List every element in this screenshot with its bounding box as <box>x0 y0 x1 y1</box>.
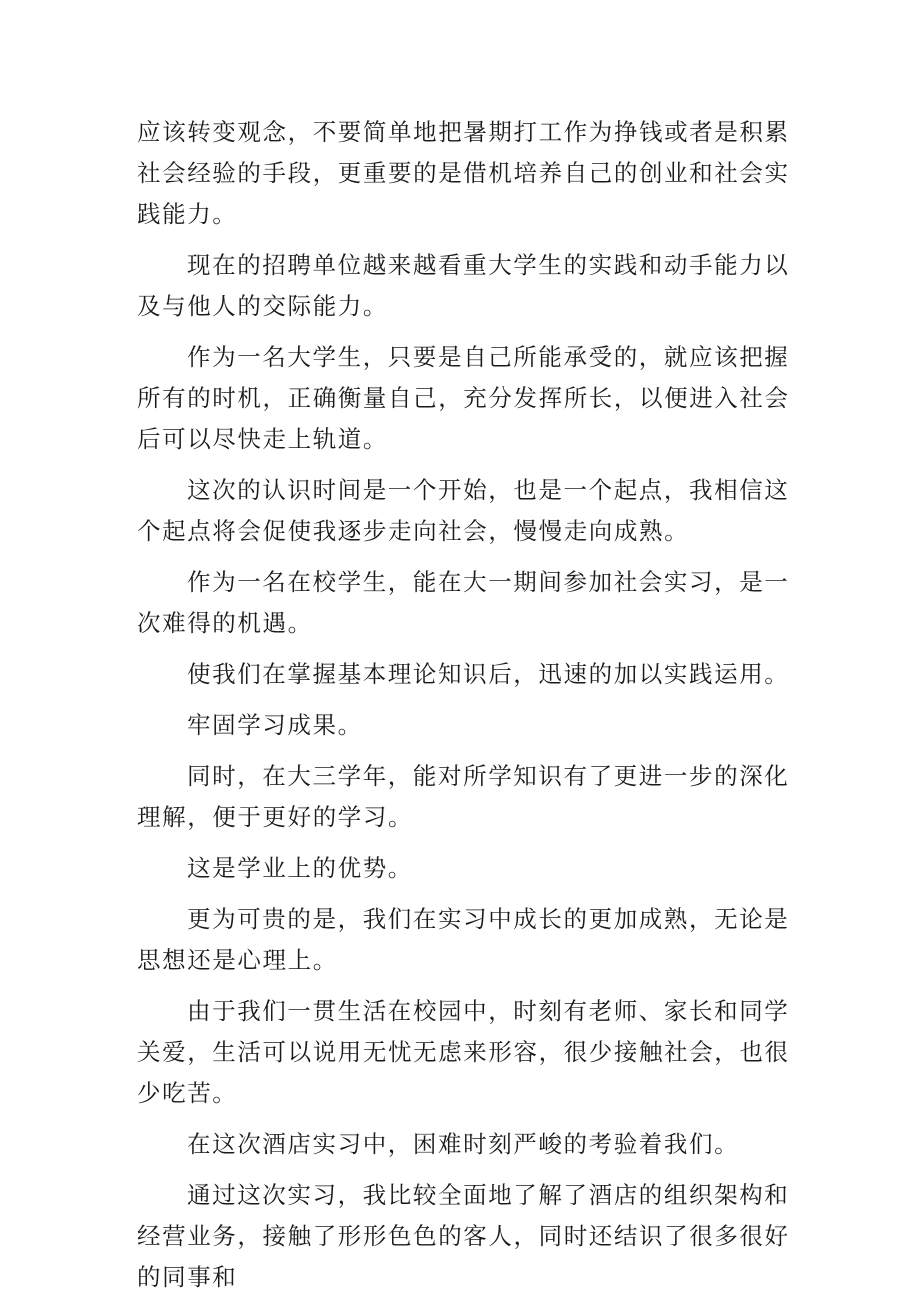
paragraph: 同时，在大三学年，能对所学知识有了更进一步的深化理解，便于更好的学习。 <box>137 762 790 831</box>
paragraph: 使我们在掌握基本理论知识后，迅速的加以实践运用。 <box>187 660 790 688</box>
paragraph: 在这次酒店实习中，困难时刻严峻的考验着我们。 <box>187 1130 740 1158</box>
paragraph: 通过这次实习，我比较全面地了解了酒店的组织架构和经营业务，接触了形形色色的客人，同时还结识了很多很好的同事和 <box>137 1181 790 1291</box>
paragraph: 牢固学习成果。 <box>187 711 363 739</box>
paragraph: 作为一名在校学生，能在大一期间参加社会实习，是一次难得的机遇。 <box>137 568 790 637</box>
paragraph: 作为一名大学生，只要是自己所能承受的，就应该把握所有的时机，正确衡量自己，充分发挥所长，以便进入社会后可以尽快走上轨道。 <box>137 343 790 453</box>
paragraph: 这次的认识时间是一个开始，也是一个起点，我相信这个起点将会促使我逐步走向社会，慢慢走向成熟。 <box>137 476 790 545</box>
paragraph: 更为可贵的是，我们在实习中成长的更加成熟，无论是思想还是心理上。 <box>137 905 790 974</box>
paragraph: 应该转变观念，不要简单地把暑期打工作为挣钱或者是积累社会经验的手段，更重要的是借机培养自己的创业和社会实践能力。 <box>137 118 790 228</box>
paragraph: 这是学业上的优势。 <box>187 854 413 882</box>
document-body <box>137 112 797 1308</box>
paragraph: 由于我们一贯生活在校园中，时刻有老师、家长和同学关爱，生活可以说用无忧无虑来形容，很少接触社会，也很少吃苦。 <box>137 997 790 1107</box>
paragraph: 现在的招聘单位越来越看重大学生的实践和动手能力以及与他人的交际能力。 <box>137 251 790 320</box>
